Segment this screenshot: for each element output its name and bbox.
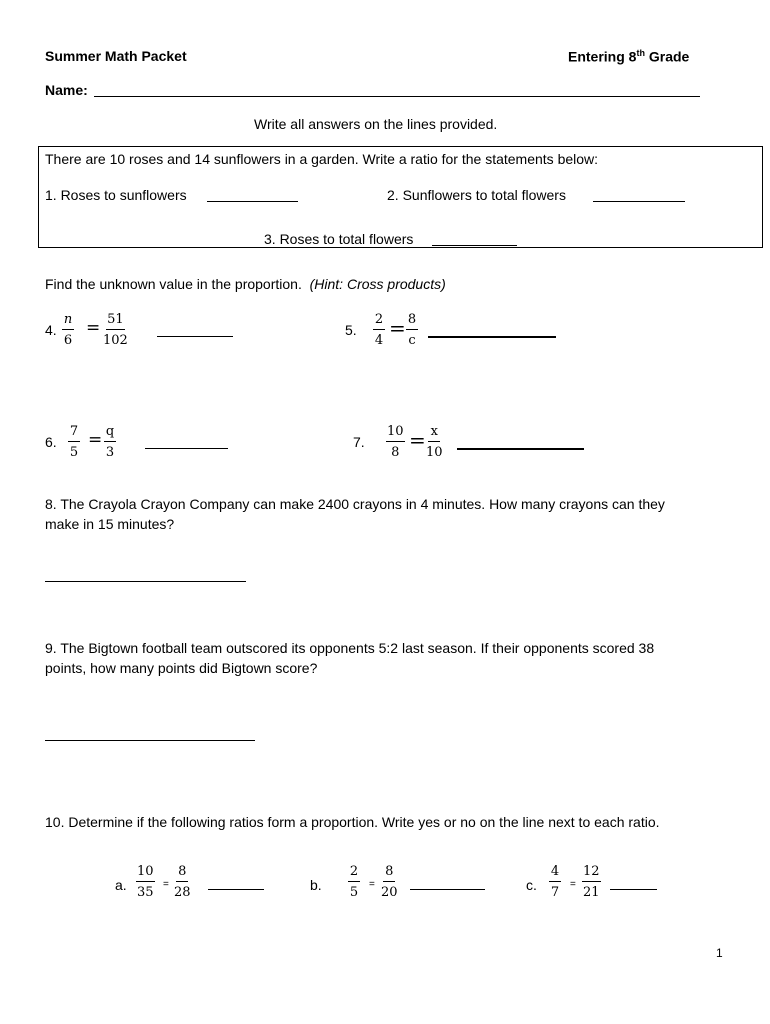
proportion-prompt-text: Find the unknown value in the proportion. — [45, 276, 302, 292]
fraction-denominator: 5 — [349, 885, 359, 900]
fraction-numerator: n — [62, 312, 74, 330]
page-number: 1 — [716, 946, 723, 960]
problem-10b-label: b. — [310, 877, 322, 893]
fraction-numerator: x — [428, 424, 440, 442]
problem-5-right-fraction — [406, 312, 418, 348]
problem-5-answer-line[interactable] — [428, 336, 556, 338]
problem-10a-label: a. — [115, 877, 127, 893]
fraction-numerator: 10 — [386, 424, 405, 442]
fraction-denominator: 20 — [381, 885, 398, 900]
fraction-numerator: q — [104, 424, 116, 442]
problem-7-left-fraction — [386, 424, 405, 460]
instructions: Write all answers on the lines provided. — [254, 116, 498, 132]
equals-sign: = — [369, 879, 375, 890]
problem-10b-answer-line[interactable] — [410, 889, 485, 890]
fraction-denominator: 7 — [550, 885, 560, 900]
grade-superscript: th — [636, 48, 645, 58]
ratio-prompt: There are 10 roses and 14 sunflowers in a garden. Write a ratio for the statements below: — [45, 151, 599, 167]
proportion-prompt — [45, 276, 446, 292]
problem-10-prompt: 10. Determine if the following ratios form a proportion. Write yes or no on the line next to each ratio. — [45, 814, 660, 830]
fraction-numerator: 8 — [406, 312, 418, 330]
ratio-answer-line-2[interactable] — [593, 201, 685, 202]
problem-10c-right-fraction — [582, 864, 601, 900]
fraction-denominator: 21 — [583, 885, 600, 900]
ratio-question-2: 2. Sunflowers to total flowers — [387, 187, 566, 203]
fraction-numerator: 10 — [136, 864, 155, 882]
problem-7-right-fraction — [426, 424, 443, 460]
problem-10a-right-fraction — [174, 864, 191, 900]
problem-4-left-fraction — [62, 312, 74, 348]
equals-sign: = — [389, 316, 406, 340]
problem-10c-answer-line[interactable] — [610, 889, 657, 890]
problem-8-text-line-2: make in 15 minutes? — [45, 516, 175, 532]
fraction-denominator: 6 — [63, 333, 73, 348]
fraction-numerator: 8 — [176, 864, 188, 882]
ratio-answer-line-1[interactable] — [207, 201, 298, 202]
fraction-denominator: 4 — [374, 333, 384, 348]
ratio-question-3: 3. Roses to total flowers — [264, 231, 414, 247]
fraction-denominator: 10 — [426, 445, 443, 460]
ratio-answer-line-3[interactable] — [432, 245, 517, 246]
fraction-denominator: 102 — [103, 333, 128, 348]
fraction-denominator: 28 — [174, 885, 191, 900]
problem-10b-left-fraction — [348, 864, 360, 900]
name-label: Name: — [45, 82, 88, 98]
fraction-numerator: 51 — [106, 312, 125, 330]
problem-10b-right-fraction — [381, 864, 398, 900]
fraction-numerator: 7 — [68, 424, 80, 442]
fraction-denominator: c — [408, 333, 416, 348]
problem-7-label: 7. — [353, 434, 365, 450]
problem-8-answer-line[interactable] — [45, 581, 246, 582]
equals-sign: = — [163, 879, 169, 890]
ratio-question-1: 1. Roses to sunflowers — [45, 187, 187, 203]
fraction-denominator: 8 — [391, 445, 400, 460]
fraction-numerator: 2 — [348, 864, 360, 882]
problem-5-label: 5. — [345, 322, 357, 338]
problem-6-right-fraction — [104, 424, 116, 460]
problem-9-answer-line[interactable] — [45, 740, 255, 741]
fraction-numerator: 4 — [549, 864, 561, 882]
problem-10c-left-fraction — [549, 864, 561, 900]
problem-9-text-line-1: 9. The Bigtown football team outscored its opponents 5:2 last season. If their opponents scored 38 — [45, 640, 655, 656]
name-answer-line[interactable] — [94, 96, 700, 97]
equals-sign: = — [409, 428, 426, 452]
problem-4-label: 4. — [45, 322, 57, 338]
problem-5-left-fraction — [373, 312, 385, 348]
grade-suffix: Grade — [644, 48, 690, 65]
problem-8-text-line-1: 8. The Crayola Crayon Company can make 2400 crayons in 4 minutes. How many crayons can they — [45, 496, 665, 512]
problem-4-answer-line[interactable] — [157, 336, 233, 337]
fraction-numerator: 8 — [383, 864, 395, 882]
page-title: Summer Math Packet — [45, 48, 187, 64]
fraction-numerator: 2 — [373, 312, 385, 330]
problem-4-right-fraction — [103, 312, 128, 348]
problem-7-answer-line[interactable] — [457, 448, 584, 450]
problem-10c-label: c. — [526, 877, 537, 893]
fraction-numerator: 12 — [582, 864, 601, 882]
equals-sign: = — [570, 879, 576, 890]
grade-label — [568, 48, 689, 65]
proportion-hint: (Hint: Cross products) — [309, 276, 446, 292]
fraction-denominator: 35 — [137, 885, 154, 900]
grade-prefix: Entering 8 — [568, 48, 637, 65]
problem-9-text-line-2: points, how many points did Bigtown score? — [45, 660, 318, 676]
equals-sign: = — [86, 318, 101, 338]
problem-6-answer-line[interactable] — [145, 448, 228, 449]
problem-10a-answer-line[interactable] — [208, 889, 264, 890]
problem-10a-left-fraction — [136, 864, 155, 900]
problem-6-left-fraction — [68, 424, 80, 460]
equals-sign: = — [88, 430, 103, 450]
fraction-denominator: 5 — [69, 445, 79, 460]
fraction-denominator: 3 — [105, 445, 115, 460]
problem-6-label: 6. — [45, 434, 57, 450]
